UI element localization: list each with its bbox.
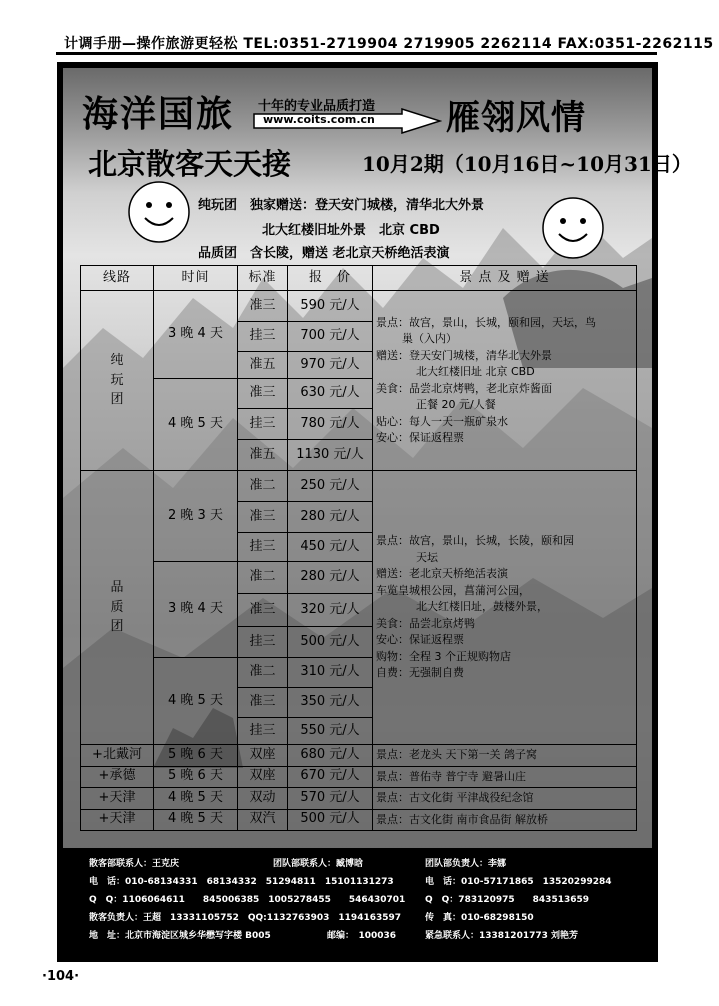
standard-cell: 双汽: [238, 809, 288, 831]
contact-field: 电 话：010-68134331 68134332 51294811 15101131273: [89, 877, 394, 887]
price-cell: 310 元/人: [288, 658, 373, 688]
period-label: 10月2期（10月16日~10月31日）: [362, 152, 692, 176]
price-cell: 550 元/人: [288, 718, 373, 745]
price-cell: 700 元/人: [288, 322, 373, 352]
price-cell: 280 元/人: [288, 502, 373, 533]
price-cell: 970 元/人: [288, 352, 373, 379]
price-cell: 630 元/人: [288, 379, 373, 409]
promo-line: 纯玩团 独家赠送：登天安门城楼，清华北大外景: [198, 198, 485, 213]
standard-cell: 准二: [238, 658, 288, 688]
standard-cell: 挂三: [238, 322, 288, 352]
time-cell: 2 晚 3 天: [154, 471, 238, 562]
price-cell: 680 元/人: [288, 745, 373, 767]
contact-field: 紧急联系人：13381201773 刘艳芳: [425, 931, 579, 941]
page-number: ·104·: [42, 969, 80, 984]
route-cell: +承德: [81, 766, 154, 788]
route-cell: +北戴河: [81, 745, 154, 767]
header-rule: [56, 52, 657, 55]
table-row: [81, 766, 637, 788]
route-label-chunwan: 纯 玩 团: [81, 291, 154, 471]
header-bar: 计调手册—操作旅游更轻松 TEL:0351-2719904 2719905 2262114 FAX:0351-2262115: [64, 36, 714, 52]
brand-url: www.coits.com.cn: [263, 113, 375, 126]
contact-field: 散客负责人：王超 13331105752 QQ:1132763903 1194163597: [89, 913, 402, 923]
standard-cell: 准二: [238, 471, 288, 502]
price-cell: 500 元/人: [288, 627, 373, 658]
table-header: 景 点 及 赠 送: [373, 266, 637, 291]
price-cell: 570 元/人: [288, 788, 373, 810]
table-header: 报 价: [288, 266, 373, 291]
price-cell: 670 元/人: [288, 766, 373, 788]
price-cell: 350 元/人: [288, 688, 373, 718]
time-cell: 5 晚 6 天: [154, 766, 238, 788]
price-cell: 320 元/人: [288, 594, 373, 627]
time-cell: 3 晚 4 天: [154, 291, 238, 379]
standard-cell: 准三: [238, 502, 288, 533]
standard-cell: 挂三: [238, 718, 288, 745]
promo-line: 北大红楼旧址外景 北京 CBD: [262, 223, 440, 238]
contact-panel: [63, 848, 652, 956]
time-cell: 3 晚 4 天: [154, 562, 238, 658]
table-row: [81, 745, 637, 767]
price-cell: 590 元/人: [288, 291, 373, 322]
contact-field: 地 址：北京市海淀区城乡华懋写字楼 B005: [89, 931, 271, 941]
standard-cell: 双座: [238, 766, 288, 788]
itinerary-description: 景点：古文化街 南市食品街 解放桥: [373, 809, 637, 831]
route-cell: +天津: [81, 809, 154, 831]
time-cell: 4 晚 5 天: [154, 658, 238, 745]
contact-field: 散客部联系人：王克庆: [89, 859, 180, 869]
promo-line: 品质团 含长陵，赠送 老北京天桥绝活表演: [198, 246, 450, 261]
price-cell: 250 元/人: [288, 471, 373, 502]
price-cell: 450 元/人: [288, 533, 373, 562]
route-label-pinzhi: 品 质 团: [81, 471, 154, 745]
contact-field: Q Q：1106064611 845006385 1005278455 546430701: [89, 895, 406, 905]
price-cell: 780 元/人: [288, 409, 373, 440]
contact-field: 传 真：010-68298150: [425, 913, 534, 923]
standard-cell: 准三: [238, 291, 288, 322]
standard-cell: 挂三: [238, 533, 288, 562]
contact-field: Q Q：783120975 843513659: [425, 895, 590, 905]
smiley-face-icon: [127, 180, 191, 244]
itinerary-description: 景点：古文化街 平津战役纪念馆: [373, 788, 637, 810]
table-header: 标准: [238, 266, 288, 291]
itinerary-description: 景点：普佑寺 普宁寺 避暑山庄: [373, 766, 637, 788]
time-cell: 5 晚 6 天: [154, 745, 238, 767]
standard-cell: 准三: [238, 688, 288, 718]
time-cell: 4 晚 5 天: [154, 809, 238, 831]
table-row: [81, 809, 637, 831]
contact-field: 团队部联系人：臧博晗: [273, 859, 364, 869]
price-cell: 280 元/人: [288, 562, 373, 594]
standard-cell: 准五: [238, 440, 288, 471]
standard-cell: 准三: [238, 379, 288, 409]
standard-cell: 准二: [238, 562, 288, 594]
page-title: 北京散客天天接: [88, 147, 292, 181]
route-cell: +天津: [81, 788, 154, 810]
itinerary-description: 景点：老龙头 天下第一关 鸽子窝: [373, 745, 637, 767]
table-header: 时间: [154, 266, 238, 291]
contact-field: 邮编： 100036: [327, 931, 397, 941]
standard-cell: 双座: [238, 745, 288, 767]
smiley-face-icon: [541, 196, 605, 260]
price-cell: 500 元/人: [288, 809, 373, 831]
price-table: [80, 265, 637, 831]
table-header: 线路: [81, 266, 154, 291]
time-cell: 4 晚 5 天: [154, 788, 238, 810]
brand-slogan: 十年的专业品质打造: [258, 99, 376, 114]
standard-cell: 准三: [238, 594, 288, 627]
time-cell: 4 晚 5 天: [154, 379, 238, 471]
brand-name: 海洋国旅: [82, 93, 235, 135]
product-name: 雁翎风情: [446, 98, 586, 138]
standard-cell: 准五: [238, 352, 288, 379]
contact-field: 电 话：010-57171865 13520299284: [425, 877, 612, 887]
price-cell: 1130 元/人: [288, 440, 373, 471]
standard-cell: 挂三: [238, 409, 288, 440]
contact-field: 团队部负责人：李娜: [425, 859, 507, 869]
itinerary-description: 景点：故宫，景山，长城，长陵，颐和园 天坛 赠送：老北京天桥绝活表演 车览皇城根公园，菖蒲河公园， 北大红楼旧址，鼓楼外景， 美食：品尝北京烤鸭 安心：保证返程票 购物：全程 3 个正规购物店 自费：无强制自费: [373, 471, 637, 745]
standard-cell: 挂三: [238, 627, 288, 658]
itinerary-description: 景点：故宫，景山，长城，颐和园，天坛，鸟 巢（入内） 赠送：登天安门城楼，清华北大外景 北大红楼旧址 北京 CBD 美食：品尝北京烤鸭，老北京炸酱面 正餐 20 元/人餐 贴心：每人一天一瓶矿泉水 安心：保证返程票: [373, 291, 637, 471]
standard-cell: 双动: [238, 788, 288, 810]
table-row: [81, 788, 637, 810]
